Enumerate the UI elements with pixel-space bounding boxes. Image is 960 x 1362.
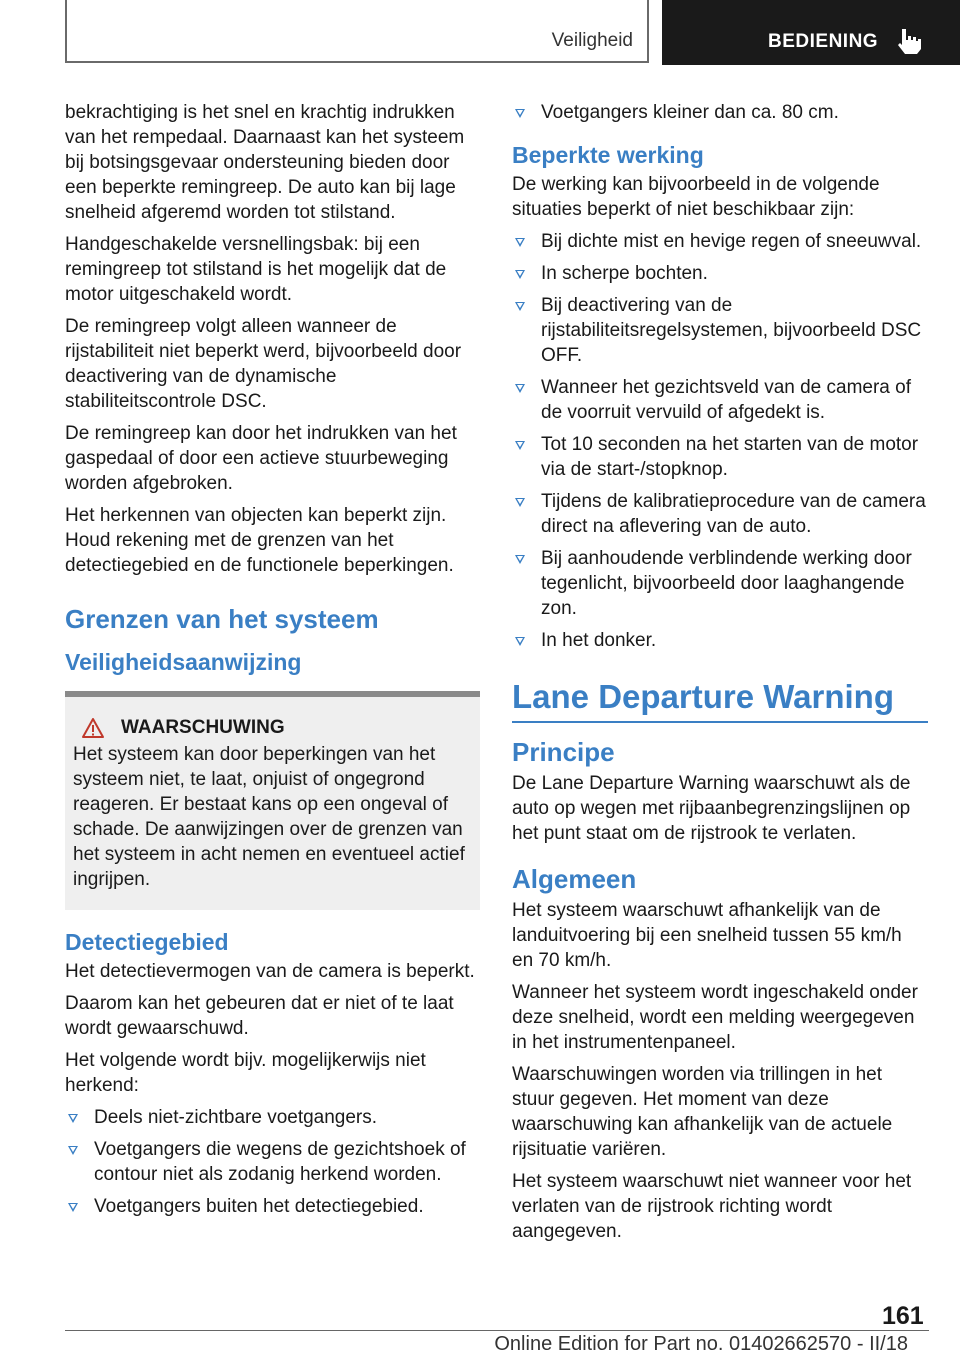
footer-divider bbox=[65, 1330, 929, 1331]
list-item: Voetgangers die wegens de gezichtshoek of contour niet als zodanig herkend worden. bbox=[65, 1137, 480, 1187]
header-chapter-tab bbox=[662, 0, 960, 65]
right-column bbox=[512, 100, 928, 1251]
list-item: Wanneer het gezichtsveld van de camera of de voorruit vervuild of afgedekt is. bbox=[512, 375, 928, 425]
paragraph: Het detectievermogen van de camera is beperkt. bbox=[65, 961, 475, 982]
warning-text: Het systeem kan door beperkingen van het systeem niet, te laat, onjuist of ongegrond reageren. Er bestaat kans op een ongeval of schade. De aanwijzingen over de grenzen van het systeem in acht nemen en eventueel actief ingrijpen. bbox=[73, 744, 465, 890]
paragraph: bekrachtiging is het snel en krachtig indrukken van het rempedaal. Daarnaast kan het systeem bij botsingsgevaar ondersteuning bieden door een beperkte remingreep. De auto kan bij lage snelheid afgeremd worden tot stilstand. bbox=[65, 102, 465, 223]
list-item: Tijdens de kalibratieprocedure van de camera direct na aflevering van de auto. bbox=[512, 489, 928, 539]
paragraph: De werking kan bijvoorbeeld in de volgende situaties beperkt of niet beschikbaar zijn: bbox=[512, 174, 880, 220]
bullet-triangle-icon bbox=[515, 384, 525, 393]
warning-triangle-icon bbox=[81, 717, 105, 739]
bullet-triangle-icon bbox=[515, 270, 525, 279]
list-item: Bij aanhoudende verblindende werking door tegenlicht, bijvoorbeeld door laaghangende zon. bbox=[512, 546, 928, 621]
paragraph: Waarschuwingen worden via trillingen in het stuur gegeven. Het moment van deze waarschuwing kan afhankelijk van de actuele rijsituatie variëren. bbox=[512, 1064, 893, 1160]
bullet-list bbox=[512, 229, 928, 653]
paragraph: Het systeem waarschuwt afhankelijk van de landuitvoering bij een snelheid tussen 55 km/h en 70 km/h. bbox=[512, 900, 902, 971]
list-item: Tot 10 seconden na het starten van de motor via de start-/stopknop. bbox=[512, 432, 928, 482]
page-number: 161 bbox=[882, 1302, 924, 1330]
header-section-tab bbox=[65, 0, 649, 63]
bullet-list bbox=[65, 1105, 480, 1219]
paragraph: Daarom kan het gebeuren dat er niet of te laat wordt gewaarschuwd. bbox=[65, 993, 454, 1039]
list-item: Voetgangers buiten het detectiegebied. bbox=[65, 1194, 480, 1219]
paragraph: Het herkennen van objecten kan beperkt zijn. Houd rekening met de grenzen van het detectiegebied en de functionele beperkingen. bbox=[65, 505, 454, 576]
bullet-triangle-icon bbox=[515, 637, 525, 646]
hand-pointer-icon bbox=[896, 27, 922, 55]
bullet-triangle-icon bbox=[515, 302, 525, 311]
bullet-triangle-icon bbox=[515, 555, 525, 564]
list-item: In scherpe bochten. bbox=[512, 261, 928, 286]
list-item: In het donker. bbox=[512, 628, 928, 653]
list-item: Deels niet-zichtbare voetgangers. bbox=[65, 1105, 480, 1130]
heading-principe: Principe bbox=[512, 737, 615, 767]
bullet-list bbox=[512, 100, 928, 125]
heading-beperkte-werking: Beperkte werking bbox=[512, 142, 704, 168]
heading-algemeen: Algemeen bbox=[512, 864, 637, 894]
paragraph: De remingreep volgt alleen wanneer de rijstabiliteit niet beperkt werd, bijvoorbeeld door deactivering van de dynamische stabiliteitscontrole DSC. bbox=[65, 316, 462, 412]
bullet-triangle-icon bbox=[515, 441, 525, 450]
header-section-title: Veiligheid bbox=[551, 30, 633, 51]
footer-edition: Online Edition for Part no. 01402662570 - II/18 bbox=[494, 1333, 908, 1355]
heading-detectiegebied: Detectiegebied bbox=[65, 929, 229, 955]
header-chapter-title: BEDIENING bbox=[768, 31, 879, 52]
paragraph: Wanneer het systeem wordt ingeschakeld onder deze snelheid, wordt een melding weergegeven in het instrumentenpaneel. bbox=[512, 982, 918, 1053]
warning-box bbox=[65, 691, 480, 910]
paragraph: De Lane Departure Warning waarschuwt als de auto op wegen met rijbaanbegrenzingslijnen op het punt staat om de rijstrook te verlaten. bbox=[512, 773, 911, 844]
warning-title-text: WAARSCHUWING bbox=[121, 717, 285, 738]
list-item: Bij deactivering van de rijstabiliteitsregelsystemen, bijvoorbeeld DSC OFF. bbox=[512, 293, 928, 368]
bullet-triangle-icon bbox=[68, 1146, 78, 1155]
paragraph: Handgeschakelde versnellingsbak: bij een remingreep tot stilstand is het mogelijk dat de motor uitgeschakeld wordt. bbox=[65, 234, 447, 305]
heading-grenzen: Grenzen van het systeem bbox=[65, 604, 379, 634]
left-column bbox=[65, 100, 480, 1226]
paragraph: De remingreep kan door het indrukken van het gaspedaal of door een actieve stuurbeweging worden afgebroken. bbox=[65, 423, 457, 494]
list-item: Voetgangers kleiner dan ca. 80 cm. bbox=[512, 100, 928, 125]
bullet-triangle-icon bbox=[68, 1114, 78, 1123]
bullet-triangle-icon bbox=[515, 498, 525, 507]
bullet-triangle-icon bbox=[515, 109, 525, 118]
paragraph: Het systeem waarschuwt niet wanneer voor het verlaten van de rijstrook richting wordt aangegeven. bbox=[512, 1171, 912, 1242]
bullet-triangle-icon bbox=[68, 1203, 78, 1212]
paragraph: Het volgende wordt bijv. mogelijkerwijs niet herkend: bbox=[65, 1050, 426, 1096]
heading-veiligheidsaanwijzing: Veiligheidsaanwijzing bbox=[65, 649, 302, 675]
warning-title bbox=[73, 715, 470, 740]
heading-lane-departure-warning: Lane Departure Warning bbox=[512, 677, 928, 723]
list-item: Bij dichte mist en hevige regen of sneeuwval. bbox=[512, 229, 928, 254]
bullet-triangle-icon bbox=[515, 238, 525, 247]
